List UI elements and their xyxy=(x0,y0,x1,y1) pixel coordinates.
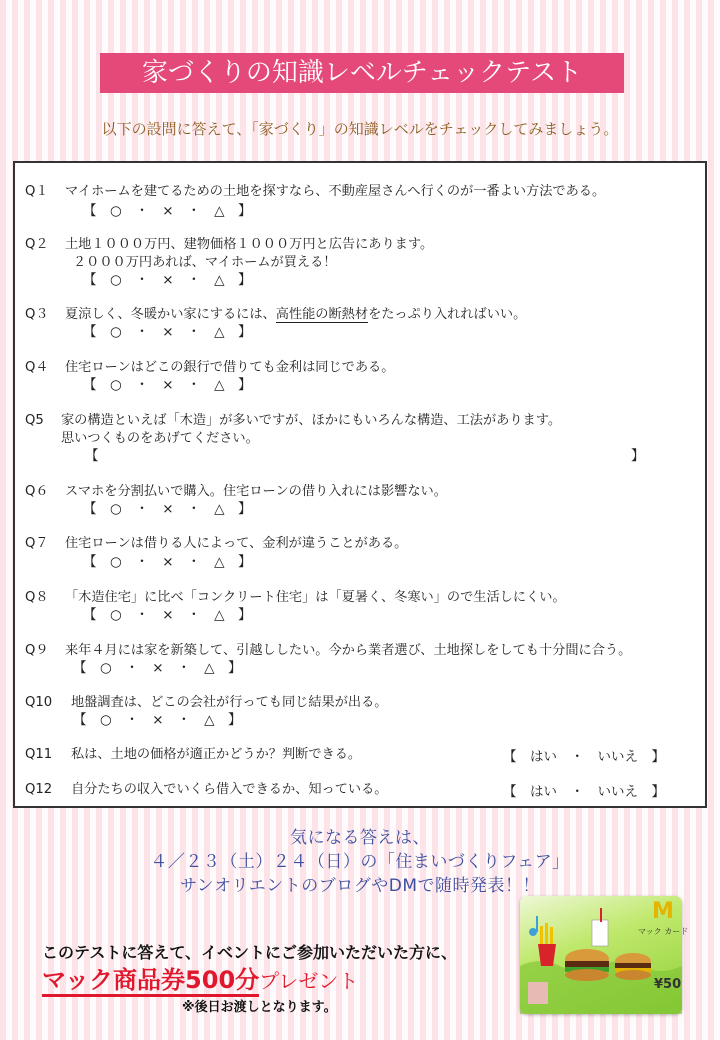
answer-choices-2[interactable]: 【 ○ ・ × ・ △ 】 xyxy=(83,272,252,288)
drink-icon xyxy=(592,908,608,946)
footer-line-1: 気になる答えは、 xyxy=(290,828,430,848)
answer-choices-3[interactable]: 【 ○ ・ × ・ △ 】 xyxy=(83,324,252,340)
gift-sub: プレゼント xyxy=(259,969,359,993)
question-11 xyxy=(25,745,361,764)
question-7 xyxy=(25,534,407,553)
answer-choices-10[interactable]: 【 ○ ・ × ・ △ 】 xyxy=(73,712,242,728)
mcdonalds-logo: M xyxy=(652,899,674,924)
question-text: 住宅ローンは借りる人によって、金利が違うことがある。 xyxy=(65,536,408,551)
question-12 xyxy=(25,780,388,799)
answer-choices-4[interactable]: 【 ○ ・ × ・ △ 】 xyxy=(83,377,252,393)
question-6 xyxy=(25,482,447,501)
music-note-icon xyxy=(529,916,538,936)
question-1 xyxy=(25,182,605,201)
quiz-box xyxy=(13,161,707,808)
burger-icon xyxy=(615,953,651,980)
event-text: このテストに答えて、イベントにご参加いただいた方に、 xyxy=(42,943,458,962)
question-text: 来年４月には家を新築して、引越ししたい。今から業者選び、土地探しをしても十分間に合う。 xyxy=(65,643,632,658)
question-number: Q5 xyxy=(25,413,44,428)
question-8 xyxy=(25,588,566,607)
question-text: 地盤調査は、どこの会社が行っても同じ結果が出る。 xyxy=(71,695,388,710)
question-text-c: をたっぷり入れればいい。 xyxy=(368,307,527,322)
question-text: 家の構造といえば「木造」が多いですが、ほかにもいろんな構造、工法があります。 xyxy=(61,413,562,428)
burger-icon xyxy=(565,949,609,981)
question-2-line2: ２０００万円あれば、マイホームが買える！ xyxy=(73,255,337,270)
question-number: Q10 xyxy=(25,695,53,710)
question-9 xyxy=(25,641,631,660)
question-number: Q６ xyxy=(25,484,49,499)
question-number: Q11 xyxy=(25,747,53,762)
underlined-text: 高性能の断熱材 xyxy=(275,307,369,322)
question-2 xyxy=(25,235,433,254)
yes-no-choices-12[interactable]: 【 はい ・ いいえ 】 xyxy=(503,784,665,800)
answer-choices-6[interactable]: 【 ○ ・ × ・ △ 】 xyxy=(83,501,252,517)
question-text: 私は、土地の価格が適正かどうか？判断できる。 xyxy=(71,747,362,762)
gift-main: マック商品券500分 xyxy=(42,966,259,997)
question-number: Q７ xyxy=(25,536,49,551)
question-4 xyxy=(25,358,394,377)
yes-no-choices-11[interactable]: 【 はい ・ いいえ 】 xyxy=(503,749,665,765)
question-text: マイホームを建てるための土地を探すなら、不動産屋さんへ行くのが一番よい方法である。 xyxy=(65,184,606,199)
fries-icon xyxy=(538,923,556,966)
question-text: 土地１０００万円、建物価格１０００万円と広告にあります。 xyxy=(65,237,434,252)
question-text: スマホを分割払いで購入。住宅ローンの借り入れには影響ない。 xyxy=(65,484,447,499)
question-number: Q９ xyxy=(25,643,49,658)
question-5-line2: 思いつくものをあげてください。 xyxy=(61,431,259,446)
page-title: 家づくりの知識レベルチェックテスト xyxy=(100,53,624,93)
question-number: Q１ xyxy=(25,184,49,199)
gift-text xyxy=(42,960,358,995)
question-text-a: 夏涼しく、冬暖かい家にするには、 xyxy=(65,307,276,322)
answer-choices-7[interactable]: 【 ○ ・ × ・ △ 】 xyxy=(83,554,252,570)
free-answer-open[interactable]: 【 xyxy=(85,448,99,464)
card-value: ¥50 xyxy=(654,977,682,992)
note-text: ※後日お渡しとなります。 xyxy=(182,1000,337,1015)
question-10 xyxy=(25,693,388,712)
question-number: Q２ xyxy=(25,237,49,252)
question-number: Q４ xyxy=(25,360,49,375)
answer-choices-9[interactable]: 【 ○ ・ × ・ △ 】 xyxy=(73,660,242,676)
footer-line-3: サンオリエントのブログやDMで随時発表！！ xyxy=(179,876,541,896)
question-3 xyxy=(25,305,526,324)
answer-choices-8[interactable]: 【 ○ ・ × ・ △ 】 xyxy=(83,607,252,623)
question-number: Q８ xyxy=(25,590,49,605)
question-text: 住宅ローンはどこの銀行で借りても金利は同じである。 xyxy=(65,360,395,375)
question-number: Q３ xyxy=(25,307,49,322)
gift-card-image xyxy=(520,896,689,1014)
card-illustration xyxy=(520,896,689,1014)
footer-line-2: ４／２３（土）２４（日）の「住まいづくりフェア」 xyxy=(150,852,570,872)
question-text: 「木造住宅」に比べ「コンクリート住宅」は「夏暑く、冬寒い」ので生活しにくい。 xyxy=(65,590,566,605)
question-5 xyxy=(25,411,561,430)
answer-choices-1[interactable]: 【 ○ ・ × ・ △ 】 xyxy=(83,203,252,219)
question-text: 自分たちの収入でいくら借入できるか、知っている。 xyxy=(71,782,388,797)
question-number: Q12 xyxy=(25,782,53,797)
intro-text: 以下の設問に答えて、「家づくり」の知識レベルをチェックしてみましょう。 xyxy=(101,120,619,138)
card-label: マック カード xyxy=(638,927,689,936)
free-answer-close: 】 xyxy=(631,448,645,464)
